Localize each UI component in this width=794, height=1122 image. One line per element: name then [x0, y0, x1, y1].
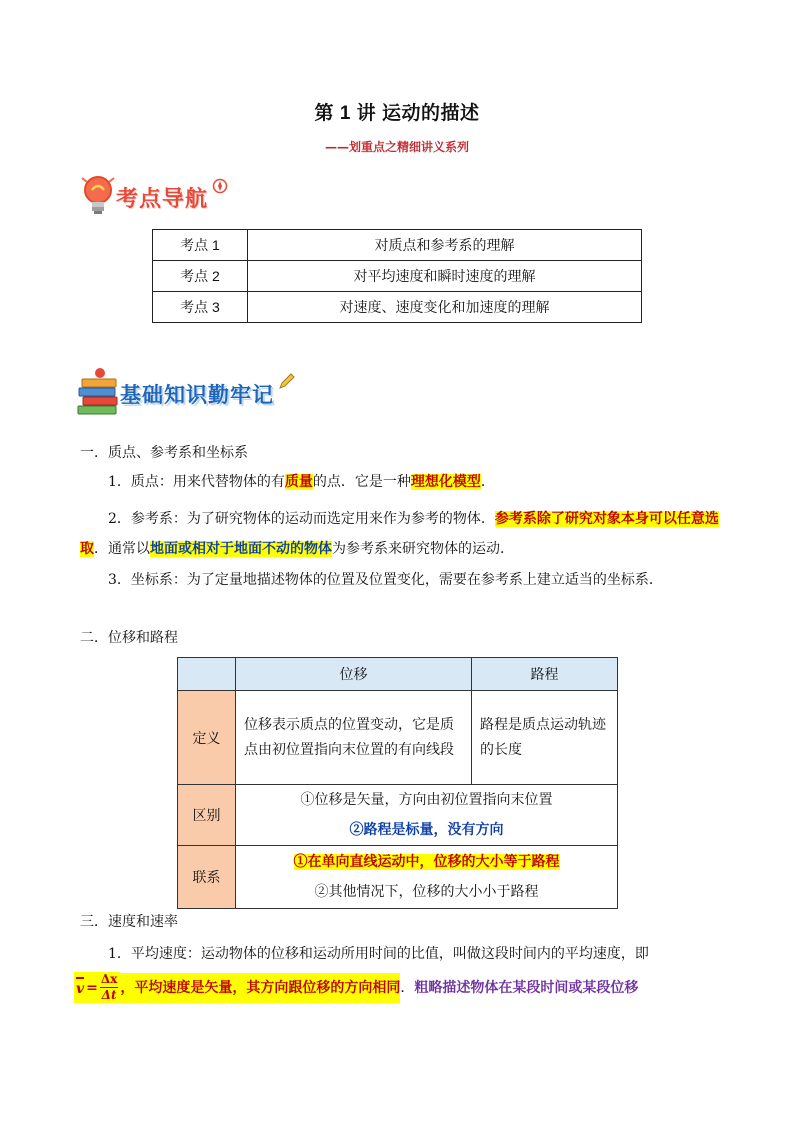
- section3-p1-line2: v = $\frac{\Delta x}{\Delta t}$ ，平均速度是矢量，其方向跟位移的方向相同 ． 粗略描述物体在某段时间或某段位移: [76, 972, 639, 1002]
- col-header-displacement: 位移: [236, 658, 472, 691]
- section3-p1-continuation: 粗略描述物体在某段时间或某段位移: [414, 979, 639, 996]
- kaodian-table: [152, 229, 642, 323]
- displacement-distance-table: [177, 657, 618, 909]
- compass-icon: [212, 178, 228, 198]
- table-row: [178, 658, 618, 691]
- page-subtitle: ——划重点之精细讲义系列: [324, 140, 469, 154]
- formula-denominator: Δt: [101, 988, 117, 1002]
- section1-p2: 2．参考系：为了研究物体的运动而选定用来作为参考的物体．参考系除了研究对象本身可以任意选取．通常以地面或相对于地面不动的物体为参考系来研究物体的运动．: [80, 511, 719, 557]
- section1-heading: 一．质点、参考系和坐标系: [80, 445, 248, 461]
- jichu-banner: [76, 366, 296, 422]
- diff-item-2: ②路程是标量，没有方向: [349, 822, 504, 838]
- average-velocity-formula: [74, 972, 120, 1003]
- section1-p3: 3．坐标系：为了定量地描述物体的位置及位置变化，需要在参考系上建立适当的坐标系．: [108, 572, 663, 588]
- kaodian-banner: [80, 172, 228, 222]
- formula-lhs: v: [76, 977, 84, 999]
- highlight-mass: 质量: [284, 474, 313, 490]
- diff-item-1: ①位移是矢量，方向由初位置指向末位置: [300, 792, 553, 808]
- books-icon: [76, 366, 120, 422]
- formula-fraction: [100, 972, 118, 1003]
- section3-p1: 1．平均速度：运动物体的位移和运动所用时间的比值，叫做这段时间内的平均速度，即: [108, 946, 649, 962]
- relation-item-1: ①在单向直线运动中，位移的大小等于路程: [293, 854, 560, 870]
- lightbulb-icon: [80, 172, 116, 222]
- relation-item-2: ②其他情况下，位移的大小小于路程: [314, 884, 539, 900]
- kaodian-value: 对质点和参考系的理解: [248, 230, 642, 261]
- table-corner: [178, 658, 236, 691]
- kaodian-banner-label: 考点导航: [116, 186, 209, 212]
- row-header-definition: 定义: [178, 691, 236, 785]
- difference-cell: [236, 785, 618, 846]
- def-distance: 路程是质点运动轨迹的长度: [472, 691, 618, 785]
- kaodian-value: 对速度、速度变化和加速度的理解: [248, 292, 642, 323]
- row-header-difference: 区别: [178, 785, 236, 846]
- formula-numerator: Δx: [100, 972, 118, 986]
- relation-cell: [236, 846, 618, 909]
- section1-p1: 1．质点：用来代替物体的有质量的点．它是一种理想化模型．: [108, 474, 495, 490]
- highlight-ideal-model: 理想化模型: [410, 474, 481, 490]
- kaodian-value: 对平均速度和瞬时速度的理解: [248, 261, 642, 292]
- table-row: [178, 691, 618, 785]
- kaodian-key: 考点 2: [153, 261, 248, 292]
- table-row: [153, 261, 642, 292]
- section2-heading: 二．位移和路程: [80, 630, 178, 646]
- highlight-average-velocity: ，平均速度是矢量，其方向跟位移的方向相同: [120, 973, 400, 1003]
- table-row: [178, 846, 618, 909]
- jichu-banner-label: 基础知识勤牢记: [120, 383, 274, 407]
- table-row: [153, 230, 642, 261]
- pencil-icon: [278, 372, 296, 394]
- row-header-relation: 联系: [178, 846, 236, 909]
- highlight-ground: 地面或相对于地面不动的物体: [150, 541, 332, 557]
- kaodian-key: 考点 3: [153, 292, 248, 323]
- highlight-reference-frame: 参考系除了研究对象本身可以任意选取: [80, 511, 719, 557]
- section3-heading: 三．速度和速率: [80, 914, 178, 930]
- col-header-distance: 路程: [472, 658, 618, 691]
- kaodian-key: 考点 1: [153, 230, 248, 261]
- def-displacement: 位移表示质点的位置变动，它是质点由初位置指向末位置的有向线段: [236, 691, 472, 785]
- table-row: [153, 292, 642, 323]
- page-title: 第 1 讲 运动的描述: [314, 103, 480, 124]
- formula-equals: =: [86, 979, 98, 996]
- table-row: [178, 785, 618, 846]
